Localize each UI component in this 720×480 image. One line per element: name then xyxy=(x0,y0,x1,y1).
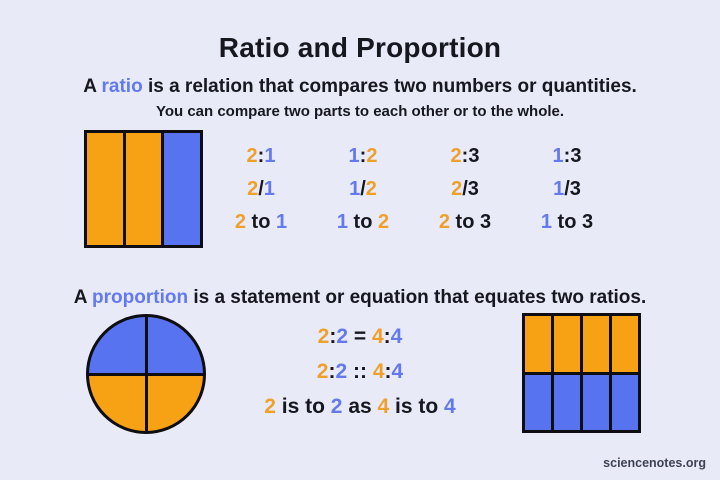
text-segment: : xyxy=(329,325,337,348)
text-segment: 2 xyxy=(317,325,330,348)
text-segment: A xyxy=(83,76,102,97)
ratio-row-fraction xyxy=(210,173,618,206)
text-segment: A xyxy=(73,287,93,308)
text-segment: is a statement or equation that equates two ratios. xyxy=(188,287,647,308)
text-segment: : xyxy=(257,145,265,167)
ratio-value xyxy=(210,173,312,206)
proportion-line xyxy=(220,389,500,424)
page-title: Ratio and Proportion xyxy=(218,31,502,63)
text-segment: : xyxy=(384,360,392,383)
text-segment: 4 xyxy=(444,395,456,418)
shape-cell xyxy=(525,316,551,372)
text-segment: 2 xyxy=(316,360,329,383)
text-segment: 1 xyxy=(263,178,275,200)
text-segment: 2 xyxy=(264,395,276,418)
shape-cell xyxy=(89,376,145,432)
circle-model-quarters xyxy=(86,314,206,434)
text-segment: :3 xyxy=(563,145,582,167)
ratio-value xyxy=(312,140,414,173)
text-segment: 1 xyxy=(540,211,552,233)
text-segment: 1 xyxy=(264,145,276,167)
text-segment: 1 xyxy=(349,178,361,200)
ratio-definition xyxy=(0,74,720,100)
ratio-value xyxy=(414,173,516,206)
text-segment: : xyxy=(359,145,367,167)
text-segment: = xyxy=(348,325,372,348)
shape-cell xyxy=(583,375,609,431)
shape-cell xyxy=(554,375,580,431)
text-segment: 4 xyxy=(377,395,390,418)
text-segment: 2 xyxy=(451,178,463,200)
shape-cell xyxy=(612,375,638,431)
text-segment: / xyxy=(258,178,264,200)
text-segment: ratio xyxy=(101,76,143,97)
text-segment: 4 xyxy=(372,360,385,383)
text-segment: 2 xyxy=(366,145,378,167)
text-segment: 1 xyxy=(276,211,288,233)
ratio-value xyxy=(312,206,414,239)
text-segment: 4 xyxy=(371,325,384,348)
text-segment: / xyxy=(360,178,366,200)
text-segment: is to xyxy=(389,395,445,418)
proportion-line xyxy=(220,354,500,389)
shape-cell xyxy=(126,133,162,245)
text-segment: : xyxy=(383,325,391,348)
ratio-value xyxy=(516,173,618,206)
proportion-equations xyxy=(220,319,500,424)
text-segment: is to xyxy=(275,395,331,418)
text-segment: 2 xyxy=(335,360,348,383)
text-segment: /3 xyxy=(462,178,479,200)
text-segment: 2 xyxy=(330,395,343,418)
text-segment: to 3 xyxy=(450,211,492,233)
text-segment: 4 xyxy=(390,325,403,348)
shape-cell xyxy=(554,316,580,372)
ratio-value xyxy=(312,173,414,206)
text-segment: 2 xyxy=(438,211,450,233)
ratio-value xyxy=(414,140,516,173)
text-segment: :: xyxy=(347,360,373,383)
shape-cell xyxy=(583,316,609,372)
text-segment: proportion xyxy=(92,287,189,308)
text-segment: to 3 xyxy=(552,211,594,233)
bar-model-thirds xyxy=(84,130,203,248)
shape-cell xyxy=(87,133,123,245)
text-segment: 4 xyxy=(391,360,404,383)
proportion-definition xyxy=(0,285,720,311)
text-segment: :3 xyxy=(461,145,480,167)
credit-text: sciencenotes.org xyxy=(603,456,706,470)
text-segment: 2 xyxy=(336,325,349,348)
shape-cell xyxy=(148,376,204,432)
grid-model-eighths xyxy=(522,313,641,433)
ratio-value xyxy=(414,206,516,239)
ratio-value xyxy=(516,206,618,239)
text-segment: 2 xyxy=(378,211,390,233)
proportion-line xyxy=(220,319,500,354)
text-segment: 1 xyxy=(336,211,348,233)
shape-cell xyxy=(525,375,551,431)
shape-cell xyxy=(148,317,204,373)
text-segment: as xyxy=(342,395,378,418)
text-segment: 2 xyxy=(247,178,259,200)
text-segment: : xyxy=(328,360,336,383)
ratio-subtext: You can compare two parts to each other or to the whole. xyxy=(155,103,565,120)
ratio-notation-table xyxy=(210,140,618,239)
text-segment: 2 xyxy=(450,145,462,167)
ratio-value xyxy=(516,140,618,173)
text-segment: 1 xyxy=(553,178,565,200)
text-segment: is a relation that compares two numbers or quantities. xyxy=(142,76,637,97)
ratio-row-words xyxy=(210,206,618,239)
ratio-value xyxy=(210,206,312,239)
text-segment: 2 xyxy=(246,145,258,167)
text-segment: 1 xyxy=(348,145,360,167)
shape-cell xyxy=(612,316,638,372)
text-segment: to xyxy=(348,211,378,233)
text-segment: to xyxy=(246,211,276,233)
shape-cell xyxy=(89,317,145,373)
ratio-row-colon xyxy=(210,140,618,173)
text-segment: /3 xyxy=(564,178,581,200)
shape-cell xyxy=(164,133,200,245)
text-segment: 2 xyxy=(234,211,246,233)
text-segment: 2 xyxy=(365,178,377,200)
ratio-value xyxy=(210,140,312,173)
text-segment: 1 xyxy=(552,145,564,167)
